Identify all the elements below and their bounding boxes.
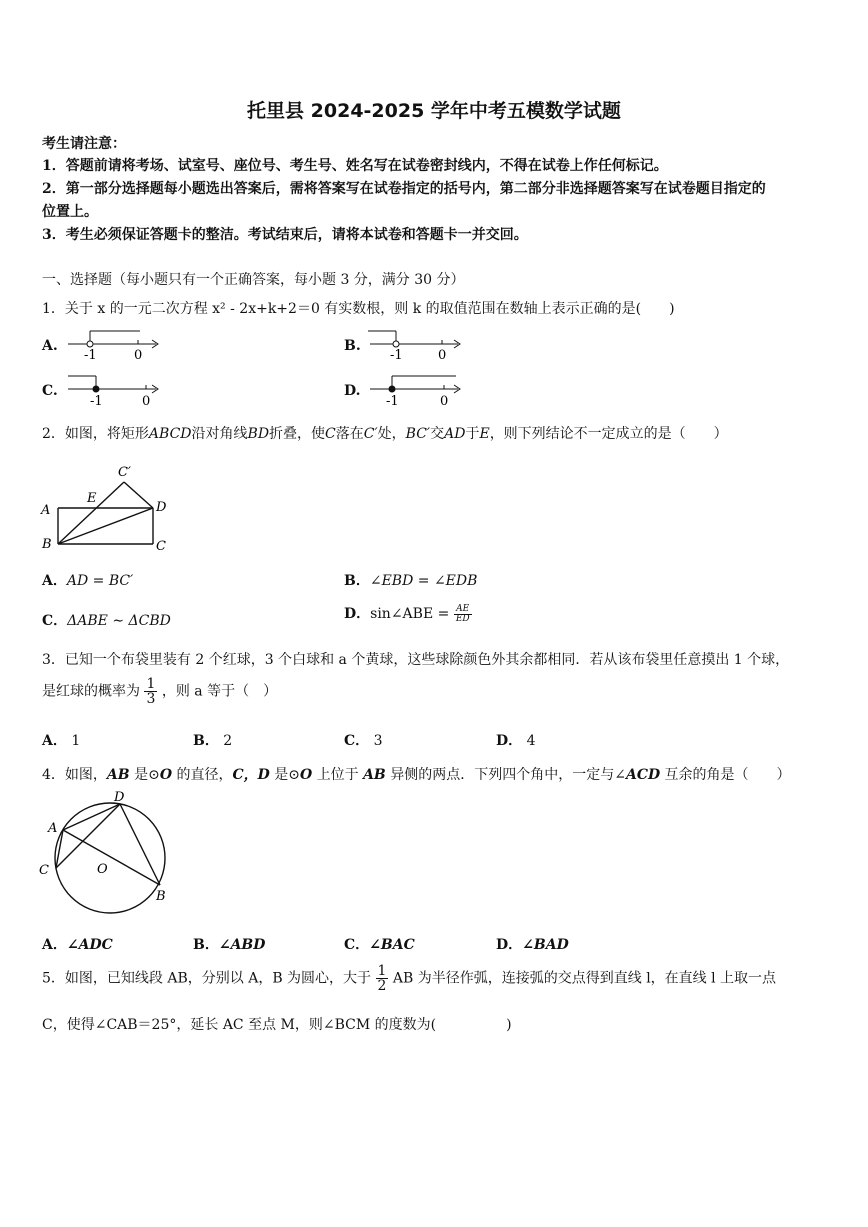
question-2-text: 2．如图，将矩形ABCD沿对角线BD折叠，使C落在C′处，BC′交AD于E，则下列结论不一定成立的是（ ）	[42, 426, 728, 442]
tick-label: 0	[440, 394, 449, 409]
q3-option-b: B． 2	[193, 733, 233, 749]
notice-item: 位置上。	[42, 204, 98, 220]
question-4-text: 4．如图，AB 是⊙O 的直径，C，D 是⊙O 上位于 AB 异侧的两点．下列四个角中，一定与∠ACD 互余的角是（ ）	[42, 767, 791, 783]
question-5-line-2: C，使得∠CAB＝25°，延长 AC 至点 M，则∠BCM 的度数为( )	[42, 1017, 512, 1033]
q3-option-c: C． 3	[344, 733, 383, 749]
question-5-line-1: 5．如图，已知线段 AB，分别以 A，B 为圆心，大于 $\frac{1}{2}$ AB 为半径作弧，连接弧的交点得到直线 l，在直线 l 上取一点	[42, 963, 777, 994]
page-title: 托里县 2024-2025 学年中考五模数学试题	[247, 100, 621, 122]
q1-option-a-numberline	[64, 326, 164, 362]
point-label: D	[114, 790, 125, 805]
tick-label: 0	[438, 348, 447, 362]
q1-option-b-label: B.	[344, 338, 361, 354]
tick-label: 0	[142, 394, 151, 409]
point-label: A	[41, 503, 51, 518]
question-3-line-1: 3．已知一个布袋里装有 2 个红球，3 个白球和 a 个黄球，这些球除颜色外其余都相同．若从该布袋里任意摸出 1 个球，	[42, 652, 790, 668]
point-label: E	[87, 491, 97, 506]
question-1-text: 1．关于 x 的一元二次方程 x² - 2x+k+2＝0 有实数根，则 k 的取值范围在数轴上表示正确的是( )	[42, 301, 675, 317]
point-label: B	[42, 537, 52, 552]
tick-label: -1	[390, 348, 403, 362]
point-label: B	[156, 889, 166, 904]
q2-figure-rectangle	[38, 458, 178, 558]
q3-option-a: A． 1	[42, 733, 81, 749]
tick-label: 0	[134, 348, 143, 362]
q4-option-a: A．∠ADC	[42, 937, 113, 953]
tick-label: -1	[84, 348, 97, 362]
point-label: D	[156, 500, 167, 515]
section-heading: 一、选择题（每小题只有一个正确答案，每小题 3 分，满分 30 分）	[42, 272, 465, 288]
fraction: $\frac{AE}{ED}$	[455, 603, 470, 624]
q4-figure-circle	[36, 788, 176, 918]
q1-option-d-numberline	[366, 371, 466, 409]
q1-option-d-label: D.	[344, 383, 361, 399]
q2-option-b: B．∠EBD = ∠EDB	[344, 573, 478, 589]
q2-option-d: D．sin∠ABE = $\frac{AE}{ED}$	[344, 603, 470, 624]
fraction: $\frac{1}{2}$	[377, 963, 387, 994]
q1-option-c-numberline	[64, 371, 164, 409]
fraction: $\frac{1}{3}$	[146, 676, 156, 707]
point-label: C	[156, 539, 166, 554]
q1-option-b-numberline	[366, 326, 466, 362]
q4-option-d: D．∠BAD	[496, 937, 569, 953]
tick-label: -1	[386, 394, 399, 409]
tick-label: -1	[90, 394, 103, 409]
q4-option-c: C．∠BAC	[344, 937, 415, 953]
notice-item: 3．考生必须保证答题卡的整洁。考试结束后，请将本试卷和答题卡一并交回。	[42, 227, 528, 243]
q2-option-a: A．AD = BC′	[42, 573, 134, 589]
q1-option-a-label: A.	[42, 338, 58, 354]
q3-option-d: D． 4	[496, 733, 536, 749]
notice-item: 2．第一部分选择题每小题选出答案后，需将答案写在试卷指定的括号内，第二部分非选择题答案写在试卷题目指定的	[42, 181, 766, 197]
notice-item: 1．答题前请将考场、试室号、座位号、考生号、姓名写在试卷密封线内，不得在试卷上作任何标记。	[42, 158, 668, 174]
point-label: C	[39, 863, 49, 878]
q2-option-c: C．ΔABE ∼ ΔCBD	[42, 613, 171, 629]
q4-option-b: B．∠ABD	[193, 937, 266, 953]
notice-heading: 考生请注意：	[42, 136, 126, 152]
point-label: C′	[118, 465, 131, 480]
q1-option-c-label: C.	[42, 383, 58, 399]
point-label: A	[48, 821, 58, 836]
point-label: O	[97, 862, 108, 877]
question-3-line-2: 是红球的概率为 $\frac{1}{3}$ ，则 a 等于（ ）	[42, 676, 278, 707]
